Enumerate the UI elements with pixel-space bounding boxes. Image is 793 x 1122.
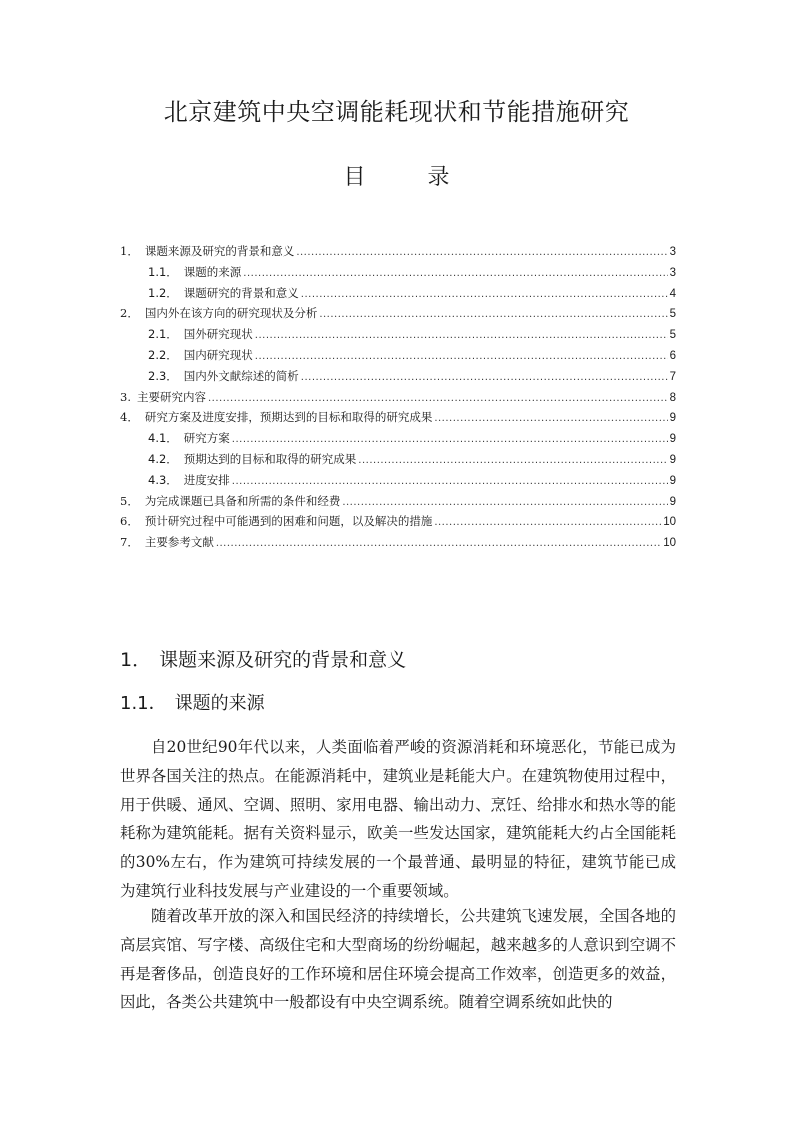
toc-entry[interactable] xyxy=(120,262,676,283)
toc-entry-label: 主要参考文献 xyxy=(144,535,214,550)
toc-entry[interactable] xyxy=(120,241,676,262)
subsection-heading xyxy=(120,689,265,719)
toc-entry-label: 国外研究现状 xyxy=(183,327,253,342)
toc-entry-page: 3 xyxy=(669,246,676,258)
toc-entry[interactable] xyxy=(120,303,676,324)
toc-entry[interactable] xyxy=(120,532,676,553)
toc-entry-number: 4.3． xyxy=(148,472,178,487)
section-heading xyxy=(120,645,406,675)
toc-entry-page: 4 xyxy=(669,287,676,300)
toc-entry-number: 5． xyxy=(120,493,139,508)
toc-heading: 目 录 xyxy=(343,165,470,190)
toc-entry-page: 9 xyxy=(669,474,676,487)
toc-entry-label: 研究方案及进度安排，预期达到的目标和取得的研究成果 xyxy=(144,410,433,425)
document-title: 北京建筑中央空调能耗现状和节能措施研究 xyxy=(163,98,630,126)
toc-entry[interactable] xyxy=(120,491,676,512)
subsection-number: 1.1． xyxy=(120,693,167,714)
toc-entry-number: 1.2． xyxy=(148,285,178,300)
toc-leader-dots xyxy=(358,451,667,472)
toc-leader-dots xyxy=(301,368,668,389)
toc-entry[interactable] xyxy=(120,470,676,491)
toc-entry-page: 9 xyxy=(669,412,676,425)
toc-entry-number: 1． xyxy=(120,244,139,258)
toc-entry[interactable] xyxy=(120,345,676,366)
toc-leader-dots xyxy=(342,493,667,514)
toc-entry-page: 9 xyxy=(669,433,676,446)
toc-leader-dots xyxy=(434,409,667,430)
toc-entry-page: 3 xyxy=(669,266,676,279)
toc-entry-number: 4.1． xyxy=(148,431,178,446)
toc-entry-label: 预期达到的目标和取得的研究成果 xyxy=(183,451,357,466)
toc-entry-page: 10 xyxy=(663,516,676,529)
toc-entry-number: 2.2． xyxy=(148,347,178,362)
toc-entry-label: 国内外在该方向的研究现状及分析 xyxy=(144,306,318,321)
toc-entry-number: 2.1． xyxy=(148,327,178,342)
toc-leader-dots xyxy=(296,243,667,264)
toc-entry-number: 2． xyxy=(120,306,139,321)
section-number: 1． xyxy=(120,649,152,671)
toc-entry[interactable] xyxy=(120,407,676,428)
toc-entry[interactable] xyxy=(120,511,676,532)
toc-entry-label: 预计研究过程中可能遇到的困难和问题，以及解决的措施 xyxy=(144,514,433,529)
toc-entry-label: 进度安排 xyxy=(183,472,230,487)
toc-entry-page: 5 xyxy=(669,329,676,342)
toc-entry-page: 8 xyxy=(669,391,676,404)
toc-leader-dots xyxy=(232,472,668,493)
section-title: 课题来源及研究的背景和意义 xyxy=(159,649,407,671)
toc-entry-page: 10 xyxy=(663,537,676,550)
toc-entry-page: 9 xyxy=(669,453,676,466)
toc-leader-dots xyxy=(434,513,661,534)
toc-leader-dots xyxy=(243,264,667,285)
toc-entry[interactable] xyxy=(120,428,676,449)
toc-entry-label: 国内研究现状 xyxy=(183,347,253,362)
toc-entry-number: 1.1． xyxy=(148,264,178,279)
toc-entry[interactable] xyxy=(120,366,676,387)
toc-entry-number: 4.2． xyxy=(148,451,178,466)
toc-entry-number: 2.3． xyxy=(148,368,178,383)
toc-entry[interactable] xyxy=(120,283,676,304)
toc-leader-dots xyxy=(255,326,668,347)
toc-entry-page: 9 xyxy=(669,495,676,508)
toc-entry-label: 主要研究内容 xyxy=(136,389,206,404)
toc-entry[interactable] xyxy=(120,449,676,470)
toc-leader-dots xyxy=(208,389,668,410)
toc-entry-label: 研究方案 xyxy=(183,431,230,446)
toc-leader-dots xyxy=(216,534,661,555)
toc-entry-number: 6． xyxy=(120,514,139,529)
toc-leader-dots xyxy=(255,347,668,368)
toc-entry[interactable] xyxy=(120,324,676,345)
toc-leader-dots xyxy=(301,285,668,306)
subsection-title: 课题的来源 xyxy=(174,693,265,714)
toc-entry-label: 课题研究的背景和意义 xyxy=(183,285,299,300)
toc-leader-dots xyxy=(232,430,668,451)
toc-entry-page: 5 xyxy=(669,308,676,321)
toc-entry-number: 3. xyxy=(120,389,131,404)
toc-entry-label: 为完成课题已具备和所需的条件和经费 xyxy=(144,493,341,508)
toc-entry-label: 课题的来源 xyxy=(183,264,242,279)
toc-entry-page: 6 xyxy=(669,349,676,362)
body-paragraph: 自20世纪90年代以来，人类面临着严峻的资源消耗和环境恶化，节能已成为世界各国关注的热点。在能源消耗中，建筑业是耗能大户。在建筑物使用过程中，用于供暖、通风、空调、照明、家用电器、输出动力、烹饪、给排水和热水等的能耗称为建筑能耗。据有关资料显示，欧美一些发达国家，建筑能耗大约占全国能耗的30%左右，作为建筑可持续发展的一个最普通、最明显的特征，建筑节能已成为建筑行业科技发展与产业建设的一个重要领域。 xyxy=(120,738,676,900)
toc-entry-page: 7 xyxy=(669,370,676,383)
toc-entry-label: 国内外文献综述的简析 xyxy=(183,368,299,383)
body-paragraph: 随着改革开放的深入和国民经济的持续增长，公共建筑飞速发展，全国各地的高层宾馆、写字楼、高级住宅和大型商场的纷纷崛起，越来越多的人意识到空调不再是奢侈品，创造良好的工作环境和居住环境会提高工作效率，创造更多的效益，因此，各类公共建筑中一般都设有中央空调系统。随着空调系统如此快的 xyxy=(120,907,676,1012)
table-of-contents xyxy=(120,241,676,553)
toc-leader-dots xyxy=(319,305,667,326)
toc-entry-label: 课题来源及研究的背景和意义 xyxy=(144,244,295,258)
toc-entry[interactable] xyxy=(120,387,676,408)
toc-entry-number: 7． xyxy=(120,535,139,550)
toc-entry-number: 4． xyxy=(120,410,139,425)
